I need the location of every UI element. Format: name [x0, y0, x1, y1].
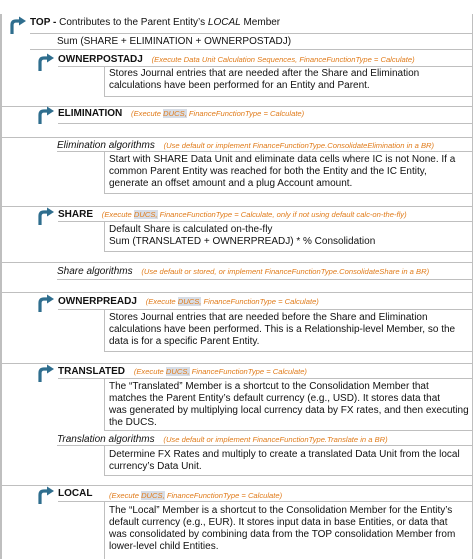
- ownerpostadj-header-rule: [58, 52, 473, 67]
- up-right-turn-arrow-icon: [36, 104, 56, 126]
- spacer-row: [2, 97, 473, 107]
- local-desc-2: default currency (e.g., EUR). It stores input data in base Entities, or data that: [109, 517, 448, 528]
- elimination-header-rule: [58, 107, 473, 124]
- ownerpreadj-desc-row-rule: [104, 310, 473, 352]
- share-member-name: SHARE: [58, 209, 94, 220]
- local-desc-3: was consolidated by combining data from the TOP consolidation Member from: [109, 529, 456, 540]
- ownerpostadj-member-name: OWNERPOSTADJ: [58, 54, 143, 65]
- translation-desc-row-rule: [104, 446, 473, 476]
- top-header: TOP - Contributes to the Parent Entity’s LOCAL Member: [30, 17, 281, 28]
- elimination-member-name: ELIMINATION: [58, 108, 123, 119]
- up-right-turn-arrow-icon: [36, 362, 56, 384]
- top-formula-row-rule: [30, 34, 473, 50]
- share-desc-row-rule: [104, 222, 473, 252]
- share-header-rule: [58, 207, 473, 222]
- share-note: (Execute DUCS, FinanceFunctionType = Calculate, only if not using default calc-on-the-fly): [101, 210, 407, 219]
- share-algorithms-rule: [57, 263, 473, 280]
- ownerpostadj-desc-1: Stores Journal entries that are needed after the Share and Elimination: [109, 68, 420, 79]
- elimination-desc-1: Start with SHARE Data Unit and eliminate data cells where IC is not None. If a: [109, 154, 456, 165]
- ownerpreadj-desc-3: data is for a specific Parent Entity.: [109, 336, 260, 347]
- translation-algorithms-note: (Use default or implement FinanceFunctionType.Translate in a BR): [163, 435, 388, 444]
- elimination-note: (Execute DUCS, FinanceFunctionType = Calculate): [131, 109, 305, 118]
- ownerpostadj-desc-row-rule: [104, 67, 473, 97]
- local-note: (Execute DUCS, FinanceFunctionType = Calculate): [109, 491, 283, 500]
- up-right-turn-arrow-icon: [8, 14, 28, 36]
- spacer-row: [2, 194, 473, 207]
- spacer-row: [2, 352, 473, 364]
- top-formula: Sum (SHARE + ELIMINATION + OWNERPOSTADJ): [57, 36, 292, 47]
- elimination-desc-row-rule: [104, 152, 473, 194]
- spacer-row: [2, 252, 473, 263]
- translation-algorithms-desc-1: Determine FX Rates and multiply to create a translated Data Unit from the local: [109, 449, 460, 460]
- up-right-turn-arrow-icon: [36, 292, 56, 314]
- top-member-name: TOP: [30, 17, 51, 28]
- share-desc-2: Sum (TRANSLATED + OWNERPREADJ) * % Consolidation: [109, 236, 376, 247]
- translated-desc-2: matches the Parent Entity’s default currency (e.g., USD). It stores data that: [109, 393, 441, 404]
- ownerpreadj-header-rule: [58, 293, 473, 310]
- local-member-name: LOCAL: [58, 488, 93, 499]
- elimination-algorithms-note: (Use default or implement FinanceFunctionType.ConsolidateElimination in a BR): [163, 141, 435, 150]
- translated-note: (Execute DUCS, FinanceFunctionType = Calculate): [133, 367, 307, 376]
- translated-desc-3: was generated by multiplying local currency data by FX rates, and then executing: [109, 405, 469, 416]
- elimination-algorithms-label: Elimination algorithms: [57, 140, 155, 151]
- translated-desc-row-rule: [104, 379, 473, 431]
- translation-algorithms-rule: [57, 431, 473, 446]
- share-algorithms-note: (Use default or stored, or implement FinanceFunctionType.ConsolidateShare in a BR): [141, 267, 430, 276]
- local-header-rule: [58, 486, 473, 502]
- translated-desc-1: The “Translated” Member is a shortcut to the Consolidation Member that: [109, 381, 429, 392]
- local-desc-4: lower-level child Entities.: [109, 541, 219, 552]
- translation-algorithms-desc-2: currency’s Data Unit.: [109, 461, 202, 472]
- ownerpreadj-desc-1: Stores Journal entries that are needed before the Share and Elimination: [109, 312, 428, 323]
- elimination-desc-2: common Parent Entity was reached for both the Entity and the IC Entity,: [109, 166, 427, 177]
- local-desc-1: The “Local” Member is a shortcut to the Consolidation Member for the Entity’s: [109, 505, 453, 516]
- up-right-turn-arrow-icon: [36, 484, 56, 506]
- ownerpreadj-desc-2: calculations have been performed. This is a Relationship-level Member, so the: [109, 324, 456, 335]
- ownerpreadj-member-name: OWNERPREADJ: [58, 296, 137, 307]
- top-header-row-rule: [30, 18, 473, 34]
- translated-member-name: TRANSLATED: [58, 366, 126, 377]
- up-right-turn-arrow-icon: [36, 205, 56, 227]
- share-desc-1: Default Share is calculated on-the-fly: [109, 224, 273, 235]
- ownerpostadj-desc-2: calculations have been performed for an Entity and Parent.: [109, 80, 370, 91]
- translated-header-rule: [58, 364, 473, 379]
- local-desc-rule: [104, 502, 105, 559]
- ownerpreadj-note: (Execute DUCS, FinanceFunctionType = Calculate): [145, 297, 319, 306]
- elimination-desc-3: generate an offset amount and a plug Account amount.: [109, 178, 353, 189]
- elimination-gap-rule: [2, 124, 473, 138]
- share-algorithms-label: Share algorithms: [57, 266, 133, 277]
- translated-desc-4: the DUCS.: [109, 417, 157, 428]
- translation-algorithms-label: Translation algorithms: [57, 434, 155, 445]
- spacer-row: [2, 280, 473, 293]
- ownerpostadj-note: (Execute Data Unit Calculation Sequences, FinanceFunctionType = Calculate): [151, 55, 415, 64]
- elimination-algorithms-rule: [57, 138, 473, 152]
- spacer-row: [2, 476, 473, 486]
- up-right-turn-arrow-icon: [36, 51, 56, 73]
